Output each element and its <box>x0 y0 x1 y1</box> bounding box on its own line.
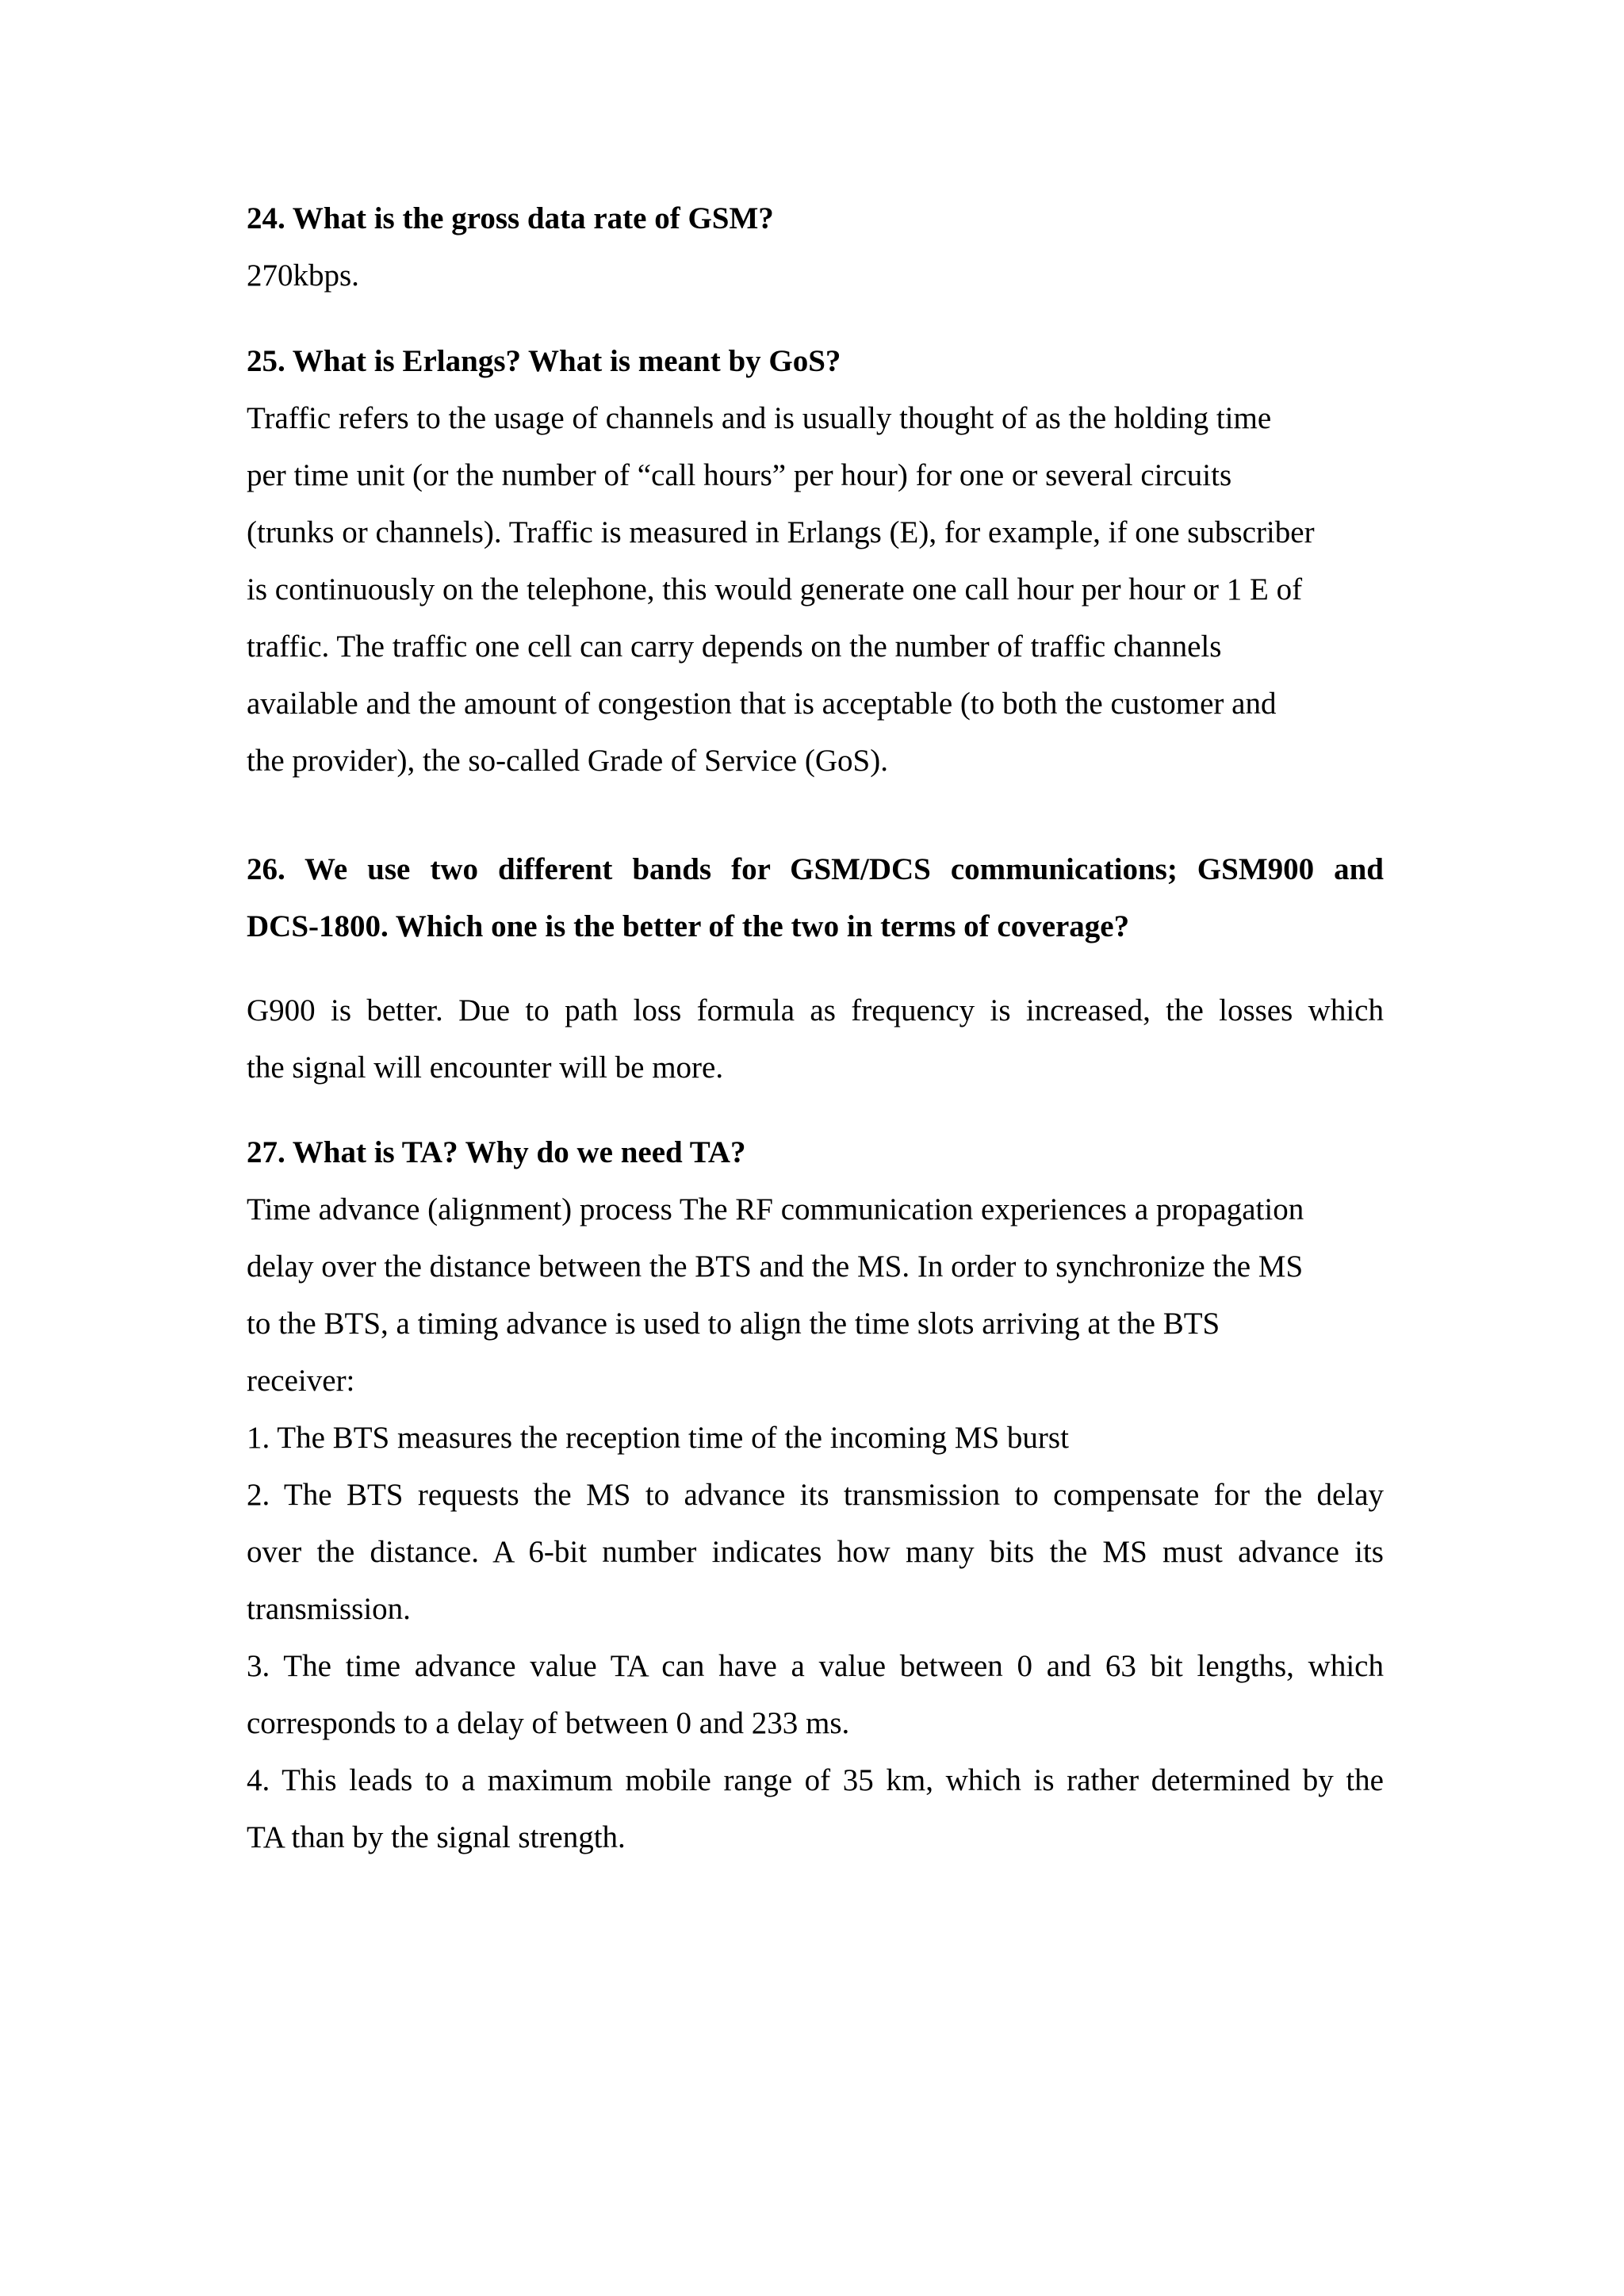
list-item-line: 2. The BTS requests the MS to advance its transmission to compensate for the delay <box>247 1478 1384 1512</box>
list-item <box>247 1467 1384 1638</box>
question-heading-line: DCS-1800. Which one is the better of the two in terms of coverage? <box>247 909 1130 943</box>
section-26 <box>247 841 1384 955</box>
section-26-answer <box>247 982 1384 1096</box>
question-heading: 24. What is the gross data rate of GSM? <box>247 201 774 235</box>
answer-line: to the BTS, a timing advance is used to align the time slots arriving at the BTS <box>247 1307 1220 1341</box>
list-item-line: 3. The time advance value TA can have a value between 0 and 63 bit lengths, which <box>247 1649 1384 1683</box>
list-item <box>247 1410 1384 1467</box>
list-item-line: 1. The BTS measures the reception time of the incoming MS burst <box>247 1421 1069 1455</box>
answer-line: G900 is better. Due to path loss formula as frequency is increased, the losses which <box>247 993 1384 1027</box>
list-item <box>247 1752 1384 1866</box>
list-item-line: 4. This leads to a maximum mobile range of 35 km, which is rather determined by the <box>247 1763 1384 1797</box>
answer-text: 270kbps. <box>247 258 359 293</box>
answer-line: is continuously on the telephone, this would generate one call hour per hour or 1 E of <box>247 572 1303 607</box>
answer-line: the provider), the so-called Grade of Service (GoS). <box>247 744 888 778</box>
list-item-line: transmission. <box>247 1592 411 1626</box>
list-item-line: TA than by the signal strength. <box>247 1820 626 1854</box>
answer-line: available and the amount of congestion that is acceptable (to both the customer and <box>247 687 1277 721</box>
answer-line: delay over the distance between the BTS and the MS. In order to synchronize the MS <box>247 1249 1304 1284</box>
answer-line: the signal will encounter will be more. <box>247 1050 724 1085</box>
list-item-line: corresponds to a delay of between 0 and 233 ms. <box>247 1706 850 1740</box>
question-heading: 27. What is TA? Why do we need TA? <box>247 1135 746 1169</box>
question-heading-line: 26. We use two different bands for GSM/DCS communications; GSM900 and <box>247 852 1384 886</box>
answer-line: Traffic refers to the usage of channels and is usually thought of as the holding time <box>247 401 1272 435</box>
list-item <box>247 1638 1384 1752</box>
section-25 <box>247 333 1384 790</box>
answer-line: per time unit (or the number of “call hours” per hour) for one or several circuits <box>247 458 1232 492</box>
question-heading: 25. What is Erlangs? What is meant by GoS? <box>247 344 841 378</box>
answer-line: (trunks or channels). Traffic is measured in Erlangs (E), for example, if one subscriber <box>247 515 1315 549</box>
answer-line: traffic. The traffic one cell can carry depends on the number of traffic channels <box>247 629 1222 664</box>
answer-line: receiver: <box>247 1364 355 1398</box>
list-item-line: over the distance. A 6-bit number indicates how many bits the MS must advance its <box>247 1535 1384 1569</box>
answer-line: Time advance (alignment) process The RF communication experiences a propagation <box>247 1192 1304 1226</box>
section-24 <box>247 190 1384 304</box>
section-27 <box>247 1124 1384 1866</box>
